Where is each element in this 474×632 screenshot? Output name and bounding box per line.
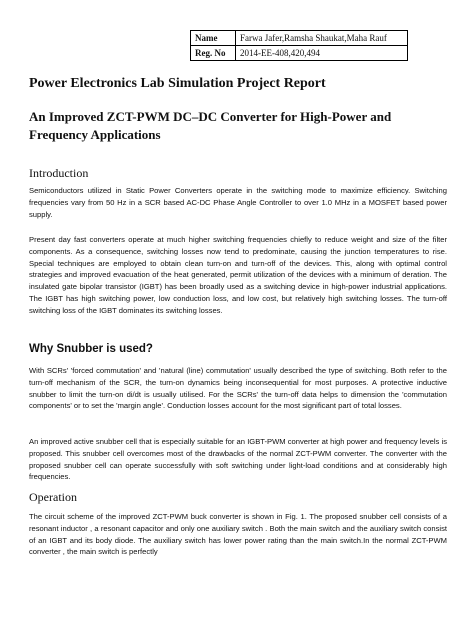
- name-label: Name: [191, 31, 236, 46]
- paragraph: With SCRs' 'forced commutation' and 'natural (line) commutation' usually described the type of switching. Both refer to the turn-off mechanism of the SCR, the turn-on dynamics being inconsequential for most purposes. A protective inductive snubber to limit the turn-on di/dt is usually utilised. For the SCRs' the turn-off data helps to dimension the 'commutation components' or to set the 'margin angle'. Conduction losses account for the most significant part of total losses.: [29, 366, 447, 411]
- reg-no-value: 2014-EE-408,420,494: [236, 46, 408, 61]
- paragraph: Present day fast converters operate at much higher switching frequencies chiefly to reduce weight and size of the filter components. As a consequence, switching losses now tend to predominate, causing the junction temperatures to rise. Special techniques are employed to obtain clean turn-on and turn-off of the devices. This, along with optimal control strategies and improved evacuation of the heat generated, permit utilization of the devices with a minimum of deration. The insulated gate bipolar transistor (IGBT) has been broadly used as a switching device in high-power industrial applications. The IGBT has high switching power, low conduction loss, and low cost, but relatively high switching losses. The turn-off switching loss of the IGBT dominates its switching losses.: [29, 235, 447, 315]
- table-row: [191, 31, 408, 46]
- author-info-table: [190, 30, 408, 61]
- report-title: Power Electronics Lab Simulation Project Report: [29, 76, 326, 91]
- name-value: Farwa Jafer,Ramsha Shaukat,Maha Rauf: [236, 31, 408, 46]
- paragraph: The circuit scheme of the improved ZCT-PWM buck converter is shown in Fig. 1. The proposed snubber cell consists of a resonant inductor , a resonant capacitor and only one auxiliary switch . Both the main switch and the auxiliary switch consist of an IGBT and its body diode. The auxiliary switch has lower power rating than the main switch.In the normal ZCT-PWM converter , the main switch is perfectly: [29, 512, 447, 557]
- paragraph: Semiconductors utilized in Static Power Converters operate in the switching mode to maximize efficiency. Switching frequencies vary from 50 Hz in a SCR based AC-DC Phase Angle Controller to over 1.0 MHz in a MOSFET based power supply.: [29, 186, 447, 219]
- why-snubber-heading: Why Snubber is used?: [29, 343, 153, 355]
- reg-no-label: Reg. No: [191, 46, 236, 61]
- table-row: [191, 46, 408, 61]
- paragraph: An improved active snubber cell that is especially suitable for an IGBT-PWM converter at high power and frequency levels is proposed. This snubber cell overcomes most of the drawbacks of the normal ZCT-PWM converter. The converter with the proposed snubber cell can operate successfully with soft switching under light-load conditions and at considerably high frequencies.: [29, 437, 447, 482]
- operation-heading: Operation: [29, 490, 77, 504]
- project-title: An Improved ZCT-PWM DC–DC Converter for High-Power and Frequency Applications: [29, 109, 392, 142]
- introduction-heading: Introduction: [29, 166, 89, 180]
